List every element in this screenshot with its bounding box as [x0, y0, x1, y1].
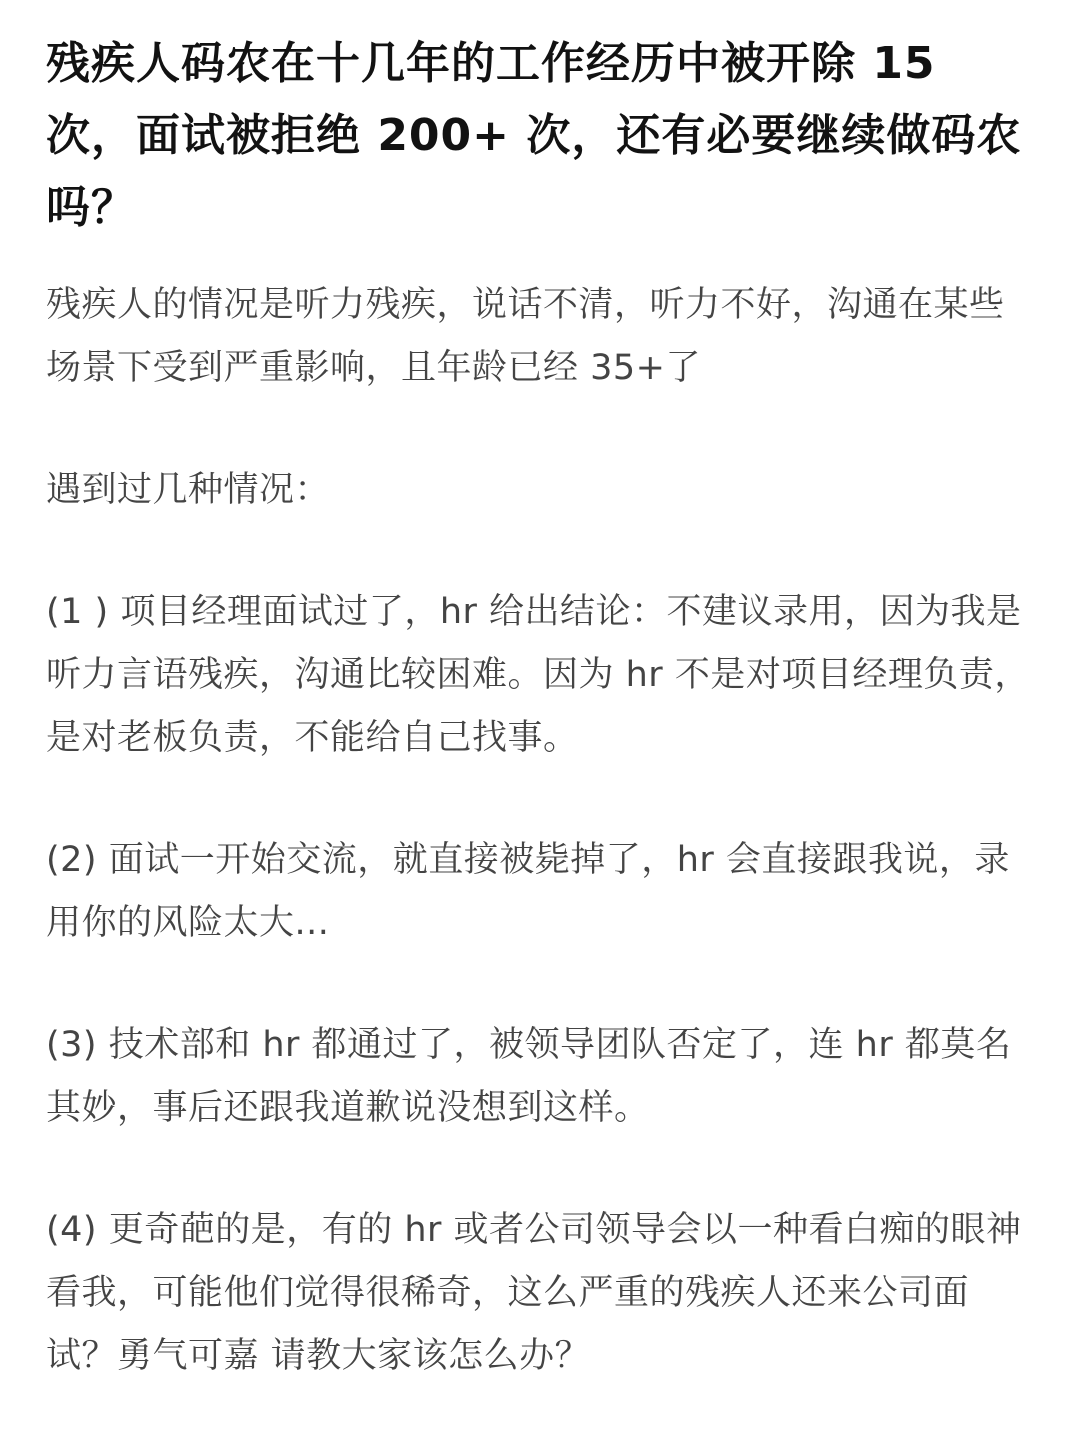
paragraph-intro: 残疾人的情况是听力残疾，说话不清，听力不好，沟通在某些场景下受到严重影响，且年龄已经 35+了 [46, 285, 1005, 388]
paragraph-case-4: (4) 更奇葩的是，有的 hr 或者公司领导会以一种看白痴的眼神看我，可能他们觉得很稀奇，这么严重的残疾人还来公司面试？勇气可嘉 请教大家该怎么办？ [46, 1210, 1022, 1376]
article-body [46, 274, 1034, 1388]
paragraph-case-1: (1 ) 项目经理面试过了，hr 给出结论：不建议录用，因为我是听力言语残疾，沟通比较困难。因为 hr 不是对项目经理负责，是对老板负责，不能给自己找事。 [46, 592, 1030, 758]
article-title: 残疾人码农在十几年的工作经历中被开除 15 次，面试被拒绝 200+ 次，还有必要继续做码农吗？ [46, 38, 1022, 233]
paragraph-case-2: (2) 面试一开始交流，就直接被毙掉了，hr 会直接跟我说，录用你的风险太大... [46, 840, 1010, 943]
paragraph-situations-heading: 遇到过几种情况： [46, 470, 331, 510]
paragraph-case-3: (3) 技术部和 hr 都通过了，被领导团队否定了，连 hr 都莫名其妙，事后还跟我道歉说没想到这样。 [46, 1025, 1012, 1128]
